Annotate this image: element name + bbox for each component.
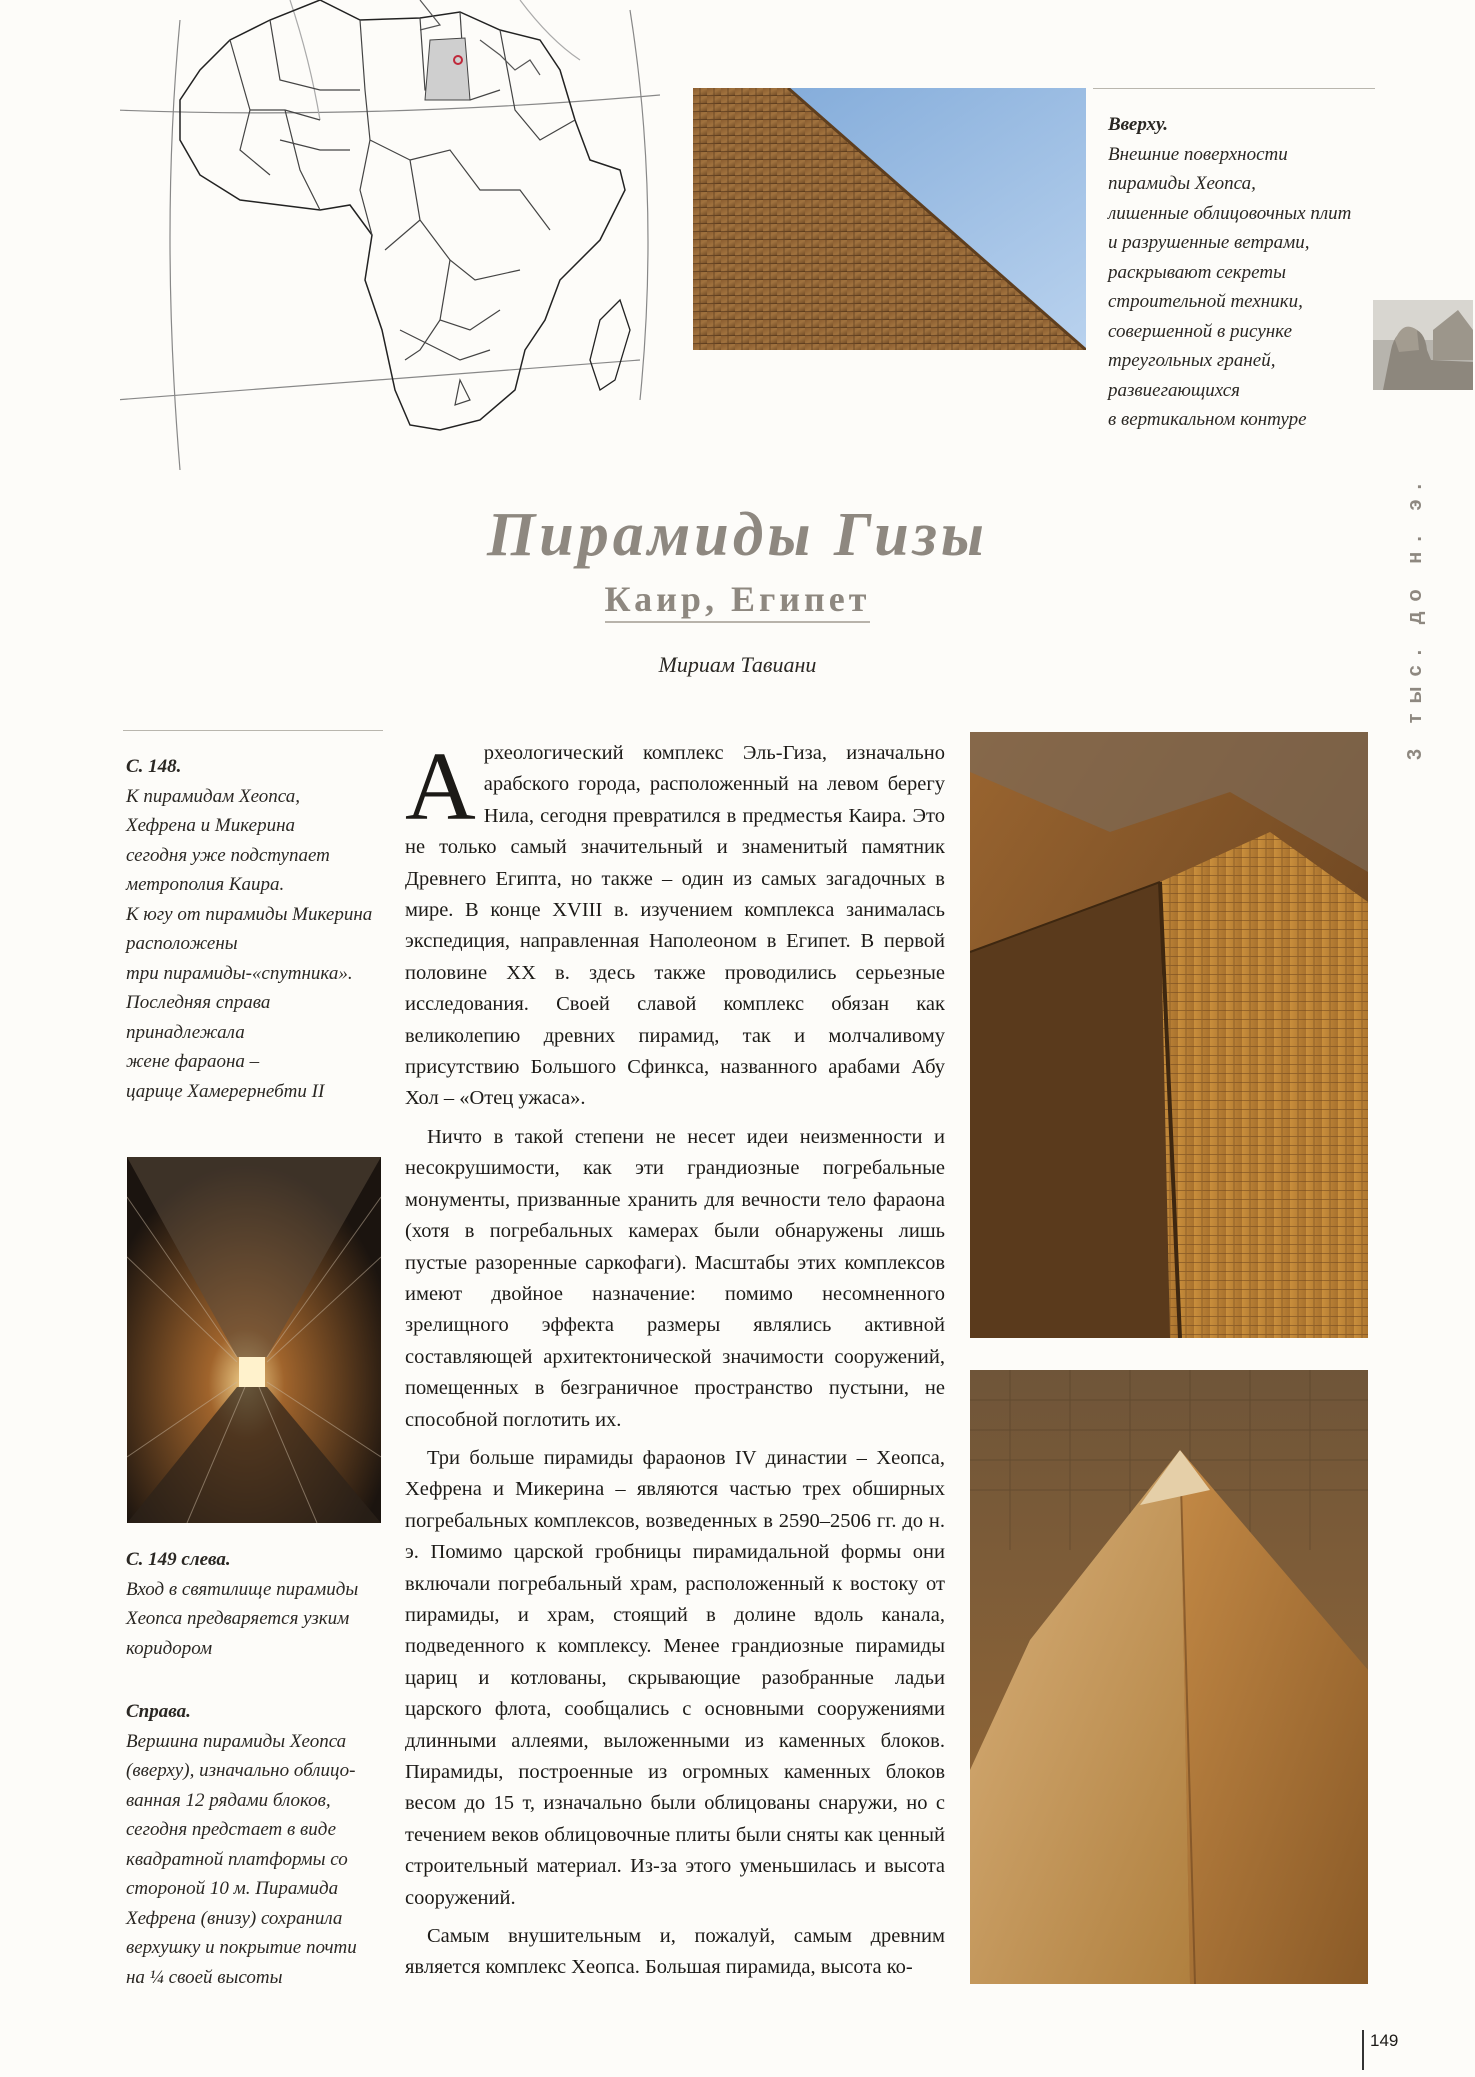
caption-line: Хеопса предваряется узким	[126, 1608, 350, 1629]
caption-line: Хефрена (внизу) сохранила	[126, 1907, 343, 1929]
caption-line: ванная 12 рядами блоков,	[126, 1789, 331, 1811]
caption-line: верхушку и покрытие почти	[126, 1937, 357, 1958]
paragraph-text: рхеологический комплекс Эль-Гиза, изначально арабского города, расположенный на левом берегу Нила, сегодня превратился в предместья Каира. Это не только самый значительный и знаменитый памятник Древнего Египта, но также – один из самых загадочных в мире. В конце XVIII в. изучением комплекса занималась экспедиция, направленная Наполеоном в Египет. В первой половине XX в. здесь также проводились серьезные исследования. Своей славой комплекс обязан как великолепию древних пирамид, так и молчаливому присутствию Большого Сфинкса, названного арабами Абу Хол – «Отец ужаса».	[405, 742, 945, 1110]
caption-line: Вершина пирамиды Хеопса	[126, 1730, 347, 1752]
caption-line: расположены	[126, 933, 238, 954]
top-caption-line: развиегающихся	[1108, 379, 1240, 401]
caption-line: стороной 10 м. Пирамида	[126, 1878, 339, 1899]
body-paragraph: Самым внушительным и, пожалуй, самым древним является комплекс Хеопса. Большая пирамида, высота ко-	[405, 1925, 945, 1979]
page-number: 149	[1362, 2030, 1398, 2070]
caption-line: Хефрена и Микерина	[126, 815, 296, 836]
left-rule	[123, 730, 383, 731]
body-paragraph: Ничто в такой степени не несет идеи неизменности и несокрушимости, как эти грандиозные погребальные монументы, призванные хранить для вечности тело фараона (хотя в погребальных камерах были обнаружены лишь пустые разоренные саркофаги). Масштабы этих комплексов имеют двойное назначение: помимо несомненного зрелищного эффекта размеры являлись активной составляющей архитектонической значимости сооружений, помещенных в безграничное пространство пустыни, не способной поглотить их.	[405, 1125, 945, 1431]
caption-line: жене фараона –	[126, 1051, 260, 1072]
drop-cap: А	[405, 733, 476, 841]
subtitle-text: Каир, Египет	[605, 579, 871, 623]
caption-line: три пирамиды-«спутника».	[126, 962, 353, 984]
cheops-summit-photo	[970, 732, 1368, 1338]
caption-p148-heading: С. 148.	[126, 756, 182, 777]
corridor-photo	[127, 1157, 381, 1523]
caption-line: на ¼ своей высоты	[126, 1966, 283, 1988]
era-label: 3 тыс. до н. э.	[1404, 473, 1426, 760]
top-caption-line: в вертикальном контуре	[1108, 409, 1307, 430]
caption-right-ref	[126, 1697, 396, 1992]
caption-line: царице Хамерернебти II	[126, 1080, 325, 1102]
pyramid-edge-photo	[693, 88, 1086, 350]
caption-line: метрополия Каира.	[126, 874, 285, 895]
caption-line: (вверху), изначально облицо-	[126, 1760, 356, 1781]
africa-map	[120, 0, 660, 470]
caption-line: К пирамидам Хеопса,	[126, 785, 300, 807]
article-body	[405, 733, 945, 1991]
khafre-summit-photo	[970, 1370, 1368, 1984]
body-paragraph: Три больше пирамиды фараонов IV династии – Хеопса, Хефрена и Микерина – являются частью трех обширных погребальных комплексов, возведенных в 2590–2506 гг. до н. э. Помимо царской гробницы пирамидальной формы они включали погребальный храм, расположенный к востоку от пирамиды, и храм, стоящий в долине вдоль канала, подведенного к комплексу. Менее грандиозные пирамиды цариц и котлованы, скрывающие разобранные ладьи царского флота, сообщались с основными сооружениями длинными аллеями, выложенными из каменных блоков. Пирамиды, построенные из огромных каменных блоков весом до 15 т, изначально были облицованы снаружи, но с течением веков облицовочные плиты были сняты как ценный строительный материал. Из-за этого уменьшилась и высота сооружений.	[405, 1446, 945, 1909]
top-caption-line: треугольных граней,	[1108, 350, 1276, 371]
body-paragraph	[405, 733, 945, 1115]
top-caption-line: раскрывают секреты	[1108, 261, 1286, 283]
caption-p148	[126, 752, 396, 1106]
top-caption-line: строительной техники,	[1108, 291, 1303, 312]
top-caption-line: лишенные облицовочных плит	[1108, 202, 1352, 224]
sphinx-thumbnail	[1373, 300, 1473, 390]
caption-p149-left	[126, 1545, 396, 1663]
caption-line: Вход в святилище пирамиды	[126, 1578, 359, 1600]
top-caption-line: пирамиды Хеопса,	[1108, 173, 1256, 194]
caption-line: сегодня уже подступает	[126, 844, 330, 866]
caption-right-heading: Справа.	[126, 1701, 191, 1722]
page-title: Пирамиды Гизы	[487, 501, 988, 569]
caption-line: квадратной платформы со	[126, 1848, 348, 1870]
caption-line: принадлежала	[126, 1021, 245, 1043]
caption-line: коридором	[126, 1637, 213, 1659]
top-caption	[1108, 110, 1378, 435]
top-caption-line: совершенной в рисунке	[1108, 320, 1293, 342]
caption-p149-heading: С. 149 слева.	[126, 1549, 231, 1570]
top-caption-line: Внешние поверхности	[1108, 143, 1288, 165]
author: Мириам Тавиани	[658, 652, 817, 677]
caption-line: Последняя справа	[126, 992, 271, 1013]
caption-line: К югу от пирамиды Микерина	[126, 903, 373, 925]
top-rule	[1093, 88, 1375, 89]
caption-line: сегодня предстает в виде	[126, 1819, 337, 1840]
top-caption-line: и разрушенные ветрами,	[1108, 232, 1310, 253]
page-subtitle	[0, 578, 1475, 620]
top-caption-heading: Вверху.	[1108, 114, 1168, 135]
